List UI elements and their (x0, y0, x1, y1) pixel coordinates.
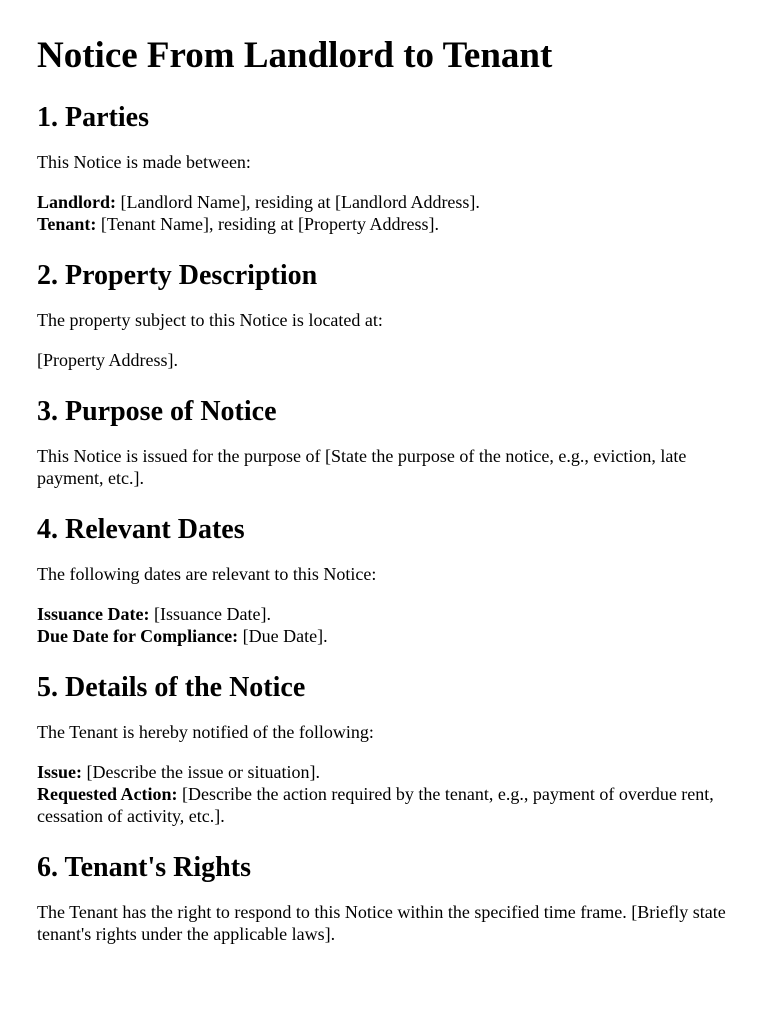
rights-text: The Tenant has the right to respond to this Notice within the specified time frame. [Briefly state tenant's rights under the applicable laws]. (37, 902, 726, 944)
section-heading: 4. Relevant Dates (37, 514, 245, 545)
issue-line (37, 761, 733, 783)
issuance-date-line (37, 603, 733, 625)
due-date-line (37, 625, 733, 647)
due-date-label: Due Date for Compliance: (37, 626, 239, 646)
parties-intro: This Notice is made between: (37, 152, 251, 172)
landlord-label: Landlord: (37, 192, 117, 212)
section-heading: 2. Property Description (37, 260, 318, 291)
section-parties (37, 101, 733, 235)
tenant-line (37, 213, 733, 235)
tenant-label: Tenant: (37, 214, 97, 234)
section-details (37, 671, 733, 827)
requested-action-line (37, 783, 733, 827)
details-intro: The Tenant is hereby notified of the following: (37, 722, 374, 742)
section-heading: 5. Details of the Notice (37, 672, 306, 703)
section-heading: 6. Tenant's Rights (37, 852, 251, 883)
due-date-text: [Due Date]. (238, 626, 328, 646)
section-tenant-rights (37, 851, 733, 945)
issue-text: [Describe the issue or situation]. (82, 762, 320, 782)
parties-details (37, 191, 733, 235)
landlord-text: [Landlord Name], residing at [Landlord Address]. (116, 192, 480, 212)
requested-action-label: Requested Action: (37, 784, 178, 804)
issuance-date-label: Issuance Date: (37, 604, 150, 624)
landlord-line (37, 191, 733, 213)
section-heading: 1. Parties (37, 102, 149, 133)
section-property-description (37, 259, 733, 371)
issue-label: Issue: (37, 762, 83, 782)
section-purpose (37, 395, 733, 489)
section-relevant-dates (37, 513, 733, 647)
tenant-text: [Tenant Name], residing at [Property Address]. (96, 214, 440, 234)
issuance-date-text: [Issuance Date]. (149, 604, 271, 624)
section-heading: 3. Purpose of Notice (37, 396, 277, 427)
property-address: [Property Address]. (37, 350, 178, 370)
requested-action-text: [Describe the action required by the tenant, e.g., payment of overdue rent, cessation of activity, etc.]. (37, 784, 714, 826)
purpose-text: This Notice is issued for the purpose of [State the purpose of the notice, e.g., eviction, late payment, etc.]. (37, 446, 687, 488)
details-list (37, 761, 733, 827)
dates-intro: The following dates are relevant to this Notice: (37, 564, 377, 584)
property-intro: The property subject to this Notice is located at: (37, 310, 383, 330)
document-title: Notice From Landlord to Tenant (37, 35, 553, 76)
dates-details (37, 603, 733, 647)
